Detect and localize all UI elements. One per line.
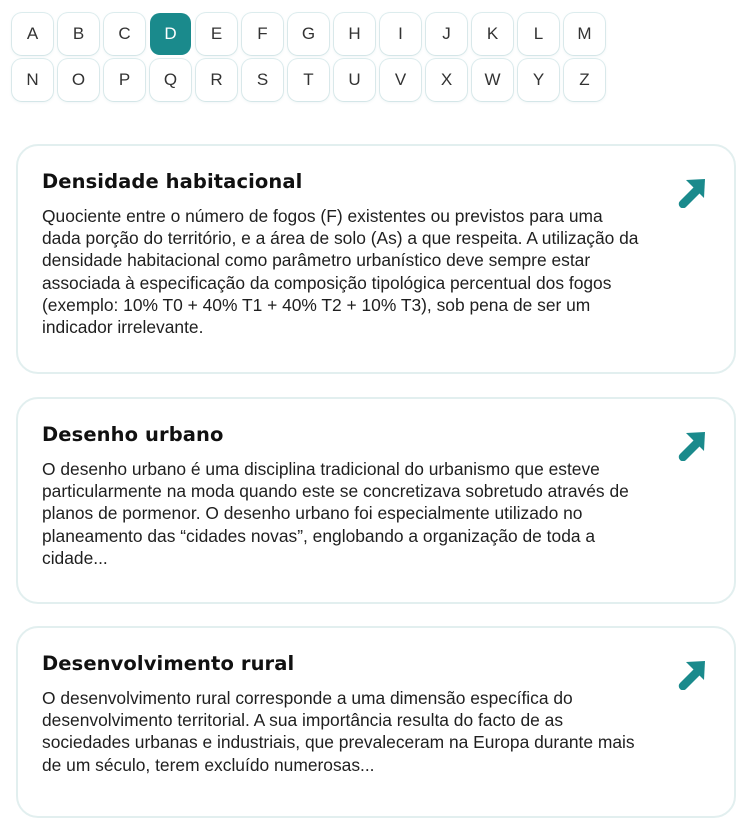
letter-z-button[interactable]: Z: [564, 59, 605, 101]
letter-b-button[interactable]: B: [58, 13, 99, 55]
arrow-up-right-icon[interactable]: [676, 658, 708, 690]
letter-m-button[interactable]: M: [564, 13, 605, 55]
glossary-card[interactable]: [16, 144, 736, 374]
letter-g-button[interactable]: G: [288, 13, 329, 55]
card-title: Densidade habitacional: [42, 170, 303, 193]
letter-v-button[interactable]: V: [380, 59, 421, 101]
alphabet-filter: [12, 13, 632, 105]
letter-j-button[interactable]: J: [426, 13, 467, 55]
letter-x-button[interactable]: X: [426, 59, 467, 101]
glossary-card[interactable]: [16, 626, 736, 818]
letter-n-button[interactable]: N: [12, 59, 53, 101]
letter-u-button[interactable]: U: [334, 59, 375, 101]
glossary-card[interactable]: [16, 397, 736, 604]
letter-t-button[interactable]: T: [288, 59, 329, 101]
letter-f-button[interactable]: F: [242, 13, 283, 55]
card-title: Desenho urbano: [42, 423, 224, 446]
letter-p-button[interactable]: P: [104, 59, 145, 101]
letter-l-button[interactable]: L: [518, 13, 559, 55]
letter-d-button[interactable]: D: [150, 13, 191, 55]
card-description: O desenvolvimento rural corresponde a uma dimensão específica do desenvolvimento territorial. A sua importância resulta do facto de as sociedades urbanas e industriais, que prevaleceram na Europa durante mais de um século, terem excluído numerosas...: [42, 688, 635, 775]
letter-e-button[interactable]: E: [196, 13, 237, 55]
arrow-up-right-icon[interactable]: [676, 429, 708, 461]
card-title: Desenvolvimento rural: [42, 652, 295, 675]
letter-o-button[interactable]: O: [58, 59, 99, 101]
card-description: Quociente entre o número de fogos (F) existentes ou previstos para uma dada porção do território, e a área de solo (As) a que respeita. A utilização da densidade habitacional como parâmetro urbanístico deve sempre estar associada à especificação da composição tipológica percentual dos fogos (exemplo: 10% T0 + 40% T1 + 40% T2 + 10% T3), sob pena de ser um indicador irrelevante.: [42, 206, 639, 338]
letter-h-button[interactable]: H: [334, 13, 375, 55]
letter-s-button[interactable]: S: [242, 59, 283, 101]
letter-i-button[interactable]: I: [380, 13, 421, 55]
letter-k-button[interactable]: K: [472, 13, 513, 55]
alphabet-row-1: [12, 13, 632, 55]
letter-y-button[interactable]: Y: [518, 59, 559, 101]
letter-a-button[interactable]: A: [12, 13, 53, 55]
arrow-up-right-icon[interactable]: [676, 176, 708, 208]
alphabet-row-2: [12, 59, 632, 101]
card-description: O desenho urbano é uma disciplina tradicional do urbanismo que esteve particularmente na moda quando este se concretizava sobretudo através de planos de pormenor. O desenho urbano foi especialmente utilizado no planeamento das “cidades novas”, englobando a organização de toda a cidade...: [42, 459, 629, 568]
letter-q-button[interactable]: Q: [150, 59, 191, 101]
letter-w-button[interactable]: W: [472, 59, 513, 101]
letter-r-button[interactable]: R: [196, 59, 237, 101]
letter-c-button[interactable]: C: [104, 13, 145, 55]
